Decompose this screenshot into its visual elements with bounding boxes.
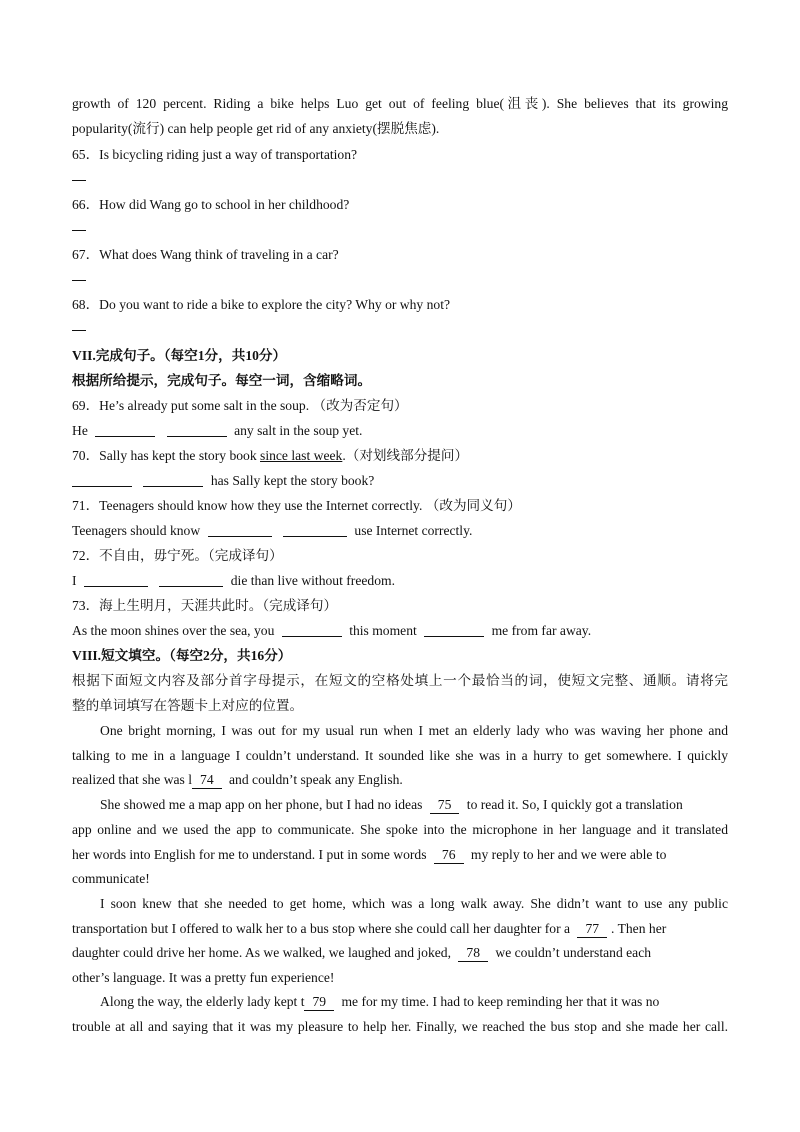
section-8-instruction: 根据下面短文内容及部分首字母提示，在短文的空格处填上一个最恰当的词，使短文完整、通顺。请将完 (72, 673, 728, 688)
text-run: daughter could drive her home. As we walked, we laughed and joked, (72, 945, 455, 960)
blank-71-2[interactable] (283, 522, 347, 537)
question-65: 65．Is bicycling riding just a way of transportation? (72, 147, 358, 162)
question-72-prompt: 72．不自由，毋宁死。（完成译句） (72, 548, 283, 563)
sentence-end: has Sally kept the story book? (210, 473, 375, 488)
blank-70-2[interactable] (143, 472, 203, 487)
blank-69-2[interactable] (167, 422, 227, 437)
question-73-answer (72, 622, 728, 640)
sentence-end: me from far away. (491, 623, 592, 638)
question-69-answer (72, 422, 728, 440)
blank-71-1[interactable] (208, 522, 272, 537)
text-run: my reply to her and we were able to (467, 847, 667, 862)
paragraph-line (72, 846, 728, 864)
paragraph-line: communicate! (72, 871, 150, 886)
blank-77[interactable]: 77 (577, 921, 607, 938)
answer-dash (72, 330, 86, 331)
answer-dash (72, 180, 86, 181)
paragraph-line: other’s language. It was a pretty fun experience! (72, 970, 335, 985)
blank-73-1[interactable] (282, 622, 342, 637)
section-7-title: VII.完成句子。（每空1分，共10分） (72, 348, 287, 363)
text-run: realized that she was l (72, 772, 193, 787)
paragraph-line (72, 771, 728, 789)
sentence-start: As the moon shines over the sea, you (72, 623, 275, 638)
blank-76[interactable]: 76 (434, 847, 464, 864)
blank-72-2[interactable] (159, 572, 223, 587)
paragraph-line (72, 944, 728, 962)
passage-line: popularity(流行) can help people get rid of any anxiety(摆脱焦虑). (72, 121, 440, 136)
text-run: me for my time. I had to keep reminding her that it was no (338, 994, 660, 1009)
sentence-start: Teenagers should know (72, 523, 201, 538)
paragraph-line (72, 920, 728, 938)
paragraph-line (100, 796, 728, 814)
question-71-answer (72, 522, 728, 540)
section-8-instruction: 整的单词填写在答题卡上对应的位置。 (72, 698, 304, 713)
blank-70-1[interactable] (72, 472, 132, 487)
question-67: 67．What does Wang think of traveling in a car? (72, 247, 339, 262)
passage-line: growth of 120 percent. Riding a bike helps Luo get out of feeling blue(沮丧). She believes that its growing (72, 96, 728, 111)
blank-75[interactable]: 75 (430, 797, 460, 814)
sentence-mid: this moment (349, 623, 417, 638)
question-69-prompt: 69．He’s already put some salt in the soup. （改为否定句） (72, 398, 408, 413)
paragraph-line: One bright morning, I was out for my usual run when I met an elderly lady who was waving her phone and (100, 723, 728, 738)
section-7-instruction: 根据所给提示，完成句子。每空一词，含缩略词。 (72, 373, 372, 388)
answer-line-66[interactable] (72, 221, 728, 239)
answer-line-65[interactable] (72, 171, 728, 189)
answer-line-67[interactable] (72, 271, 728, 289)
sentence-end: die than live without freedom. (230, 573, 395, 588)
text-run: transportation but I offered to walk her to a bus stop where she could call her daughter for a (72, 921, 574, 936)
answer-line-68[interactable] (72, 321, 728, 339)
text-run: . Then her (611, 921, 667, 936)
paragraph-line: trouble at all and saying that it was my pleasure to help her. Finally, we reached the bus stop and she made her call. (72, 1019, 728, 1034)
question-70-answer (72, 472, 728, 490)
text-run: Along the way, the elderly lady kept t (100, 994, 305, 1009)
question-66: 66．How did Wang go to school in her childhood? (72, 197, 350, 212)
blank-74[interactable]: 74 (192, 772, 222, 789)
blank-69-1[interactable] (95, 422, 155, 437)
question-72-answer (72, 572, 728, 590)
underlined-phrase: since last week (260, 448, 343, 463)
paragraph-line: talking to me in a language I couldn’t understand. It sounded like she was in a hurry to get somewhere. I quickly (72, 748, 728, 763)
text-run: we couldn’t understand each (492, 945, 652, 960)
text-run: She showed me a map app on her phone, but I had no ideas (100, 797, 426, 812)
question-71-prompt: 71．Teenagers should know how they use the Internet correctly. （改为同义句） (72, 498, 521, 513)
text-run: her words into English for me to understand. I put in some words (72, 847, 430, 862)
question-70-prompt (72, 447, 728, 465)
answer-dash (72, 230, 86, 231)
question-68: 68．Do you want to ride a bike to explore the city? Why or why not? (72, 297, 451, 312)
paragraph-line (100, 993, 728, 1011)
blank-72-1[interactable] (84, 572, 148, 587)
paragraph-line: I soon knew that she needed to get home, which was a long walk away. She didn’t want to use any public (100, 896, 728, 911)
prompt-end: .（对划线部分提问） (342, 448, 469, 463)
blank-78[interactable]: 78 (458, 945, 488, 962)
paragraph-line: app online and we used the app to communicate. She spoke into the microphone in her language and it translated (72, 822, 728, 837)
sentence-start: He (72, 423, 88, 438)
sentence-start: I (72, 573, 77, 588)
answer-dash (72, 280, 86, 281)
text-run: and couldn’t speak any English. (225, 772, 403, 787)
blank-79[interactable]: 79 (304, 994, 334, 1011)
blank-73-2[interactable] (424, 622, 484, 637)
text-run: to read it. So, I quickly got a translation (463, 797, 683, 812)
sentence-end: use Internet correctly. (354, 523, 473, 538)
question-73-prompt: 73．海上生明月，天涯共此时。（完成译句） (72, 598, 338, 613)
prompt-start: 70．Sally has kept the story book (72, 448, 261, 463)
section-8-title: VIII.短文填空。（每空2分，共16分） (72, 648, 292, 663)
sentence-end: any salt in the soup yet. (234, 423, 363, 438)
